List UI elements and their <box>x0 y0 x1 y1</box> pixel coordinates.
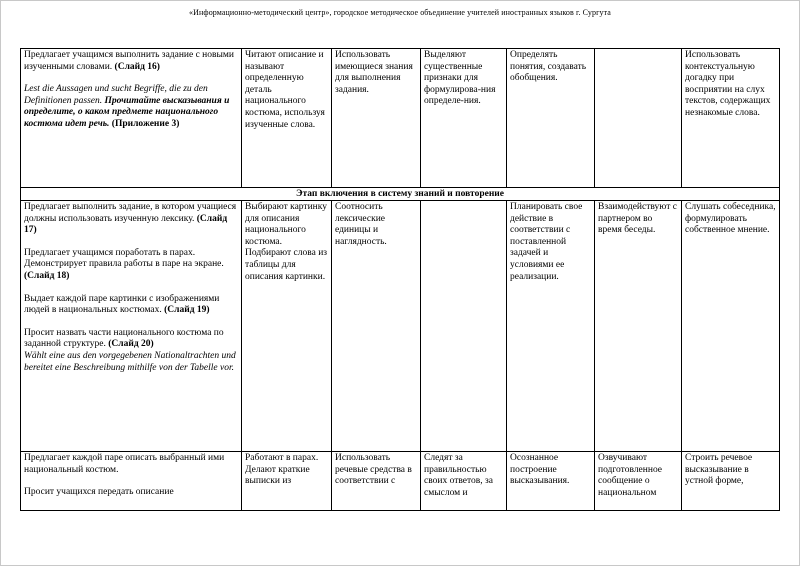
slide-ref: (Слайд 20) <box>108 339 154 350</box>
text: Следят за правильностью своих ответов, за смыслом и <box>424 453 494 498</box>
cell-r4-speech-means <box>332 452 421 511</box>
blank-line <box>24 237 238 248</box>
cell-r3-planning <box>507 201 595 452</box>
text: Предлагает каждой паре описать выбранный ими национальный костюм. <box>24 453 225 475</box>
appendix-ref: (Приложение 3) <box>111 118 180 129</box>
cell-r1-teacher-activity <box>21 49 242 188</box>
text: Читают описание и называют определенную деталь национального костюма, используя изученные слова. <box>245 50 325 130</box>
section-title: Этап включения в систему знаний и повторение <box>296 189 504 199</box>
blank-line <box>24 283 238 294</box>
text: Выбирают картинку для описания национального костюма. Подбирают слова из таблицы для описания картинки. <box>245 202 328 282</box>
text: Озвучивают подготовленное сообщение о национальном <box>598 453 663 498</box>
paragraph <box>24 294 238 317</box>
german-task-text <box>24 351 238 374</box>
cell-r3-student-activity <box>242 201 332 452</box>
text: Предлагает учащимся выполнить задание с новыми изученными словами. <box>24 50 234 72</box>
section-header-cell <box>21 188 780 201</box>
slide-ref: (Слайд 18) <box>24 270 70 281</box>
paragraph <box>24 84 238 130</box>
text: Соотносить лексические единицы и наглядность. <box>335 202 387 247</box>
german-task-text: Lest die Aussagen und sucht Begriffe, die zu den Definitionen passen. <box>24 84 208 106</box>
text: Работают в парах. Делают краткие выписки из <box>245 453 319 487</box>
text: Использовать речевые средства в соответствии с <box>335 453 412 487</box>
text: Использовать имеющиеся знания для выполнения задания. <box>335 50 413 95</box>
text: Wählt eine aus den vorgegebenen Nationaltrachten und bereitet eine Beschreibung mithilfe von der Tabelle vor. <box>24 350 236 373</box>
paragraph <box>24 453 238 476</box>
paragraph <box>24 202 238 237</box>
cell-r1-student-activity <box>242 49 332 188</box>
text: Взаимодействуют с партнером во время беседы. <box>598 202 678 236</box>
blank-line <box>24 73 238 84</box>
table-row <box>21 201 780 452</box>
blank-line <box>24 476 238 487</box>
cell-r4-student-activity <box>242 452 332 511</box>
paragraph <box>24 50 238 73</box>
blank-line <box>24 317 238 328</box>
text: Слушать собеседника, формулировать собственное мнение. <box>685 202 776 236</box>
cell-r3-empty <box>421 201 507 452</box>
slide-ref: (Слайд 16) <box>114 61 160 72</box>
cell-r4-teacher-activity <box>21 452 242 511</box>
cell-r3-matching <box>332 201 421 452</box>
text: Выдает каждой паре картинки с изображениями людей в национальных костюмах. <box>24 293 220 316</box>
cell-r3-teacher-activity <box>21 201 242 452</box>
cell-r4-presentation <box>595 452 682 511</box>
lesson-plan-table <box>20 48 780 511</box>
table-row <box>21 452 780 511</box>
text: Выделяют существенные признаки для формулирова-ния определе-ния. <box>424 50 496 107</box>
text: Просит учащихся передать описание <box>24 487 174 498</box>
slide-ref: (Слайд 17) <box>24 213 228 236</box>
section-header-row <box>21 188 780 201</box>
paragraph <box>24 248 238 271</box>
slide-ref: (Слайд 19) <box>164 305 210 316</box>
text: Предлагает учащимся поработать в парах. Демонстрирует правила работы в паре на экране. <box>24 247 224 270</box>
russian-task-text: Прочитайте высказывания и определите, о каком предмете национального костюма идет речь. <box>24 95 230 129</box>
text: Осознанное построение высказывания. <box>510 453 570 487</box>
cell-r1-concepts <box>507 49 595 188</box>
cell-r3-listening-skill <box>682 201 780 452</box>
paragraph <box>24 487 238 499</box>
cell-r4-self-check <box>421 452 507 511</box>
cell-r1-cognitive-uud <box>332 49 421 188</box>
text: Предлагает выполнить задание, в котором учащиеся должны использовать изученную лексику. <box>24 202 237 224</box>
paragraph <box>24 328 238 351</box>
text: Просит назвать части национального костюма по заданной структуре. <box>24 327 224 350</box>
cell-r4-statement <box>507 452 595 511</box>
text: Определять понятия, создавать обобщения. <box>510 50 587 84</box>
cell-r1-empty <box>595 49 682 188</box>
cell-r4-oral-speech <box>682 452 780 511</box>
text: Использовать контекстуальную догадку при восприятии на слух текстов, содержащих незнакомые слова. <box>685 50 771 118</box>
document-header: «Информационно-методический центр», городское методическое объединение учителей иностранных языков г. Сургута <box>189 8 611 17</box>
cell-r1-signs <box>421 49 507 188</box>
cell-r3-interaction <box>595 201 682 452</box>
text: Строить речевое высказывание в устной форме, <box>685 453 753 487</box>
cell-r1-listening <box>682 49 780 188</box>
table-row <box>21 49 780 188</box>
text: Планировать свое действие в соответствии с поставленной задачей и условиями ее реализации. <box>510 202 583 282</box>
